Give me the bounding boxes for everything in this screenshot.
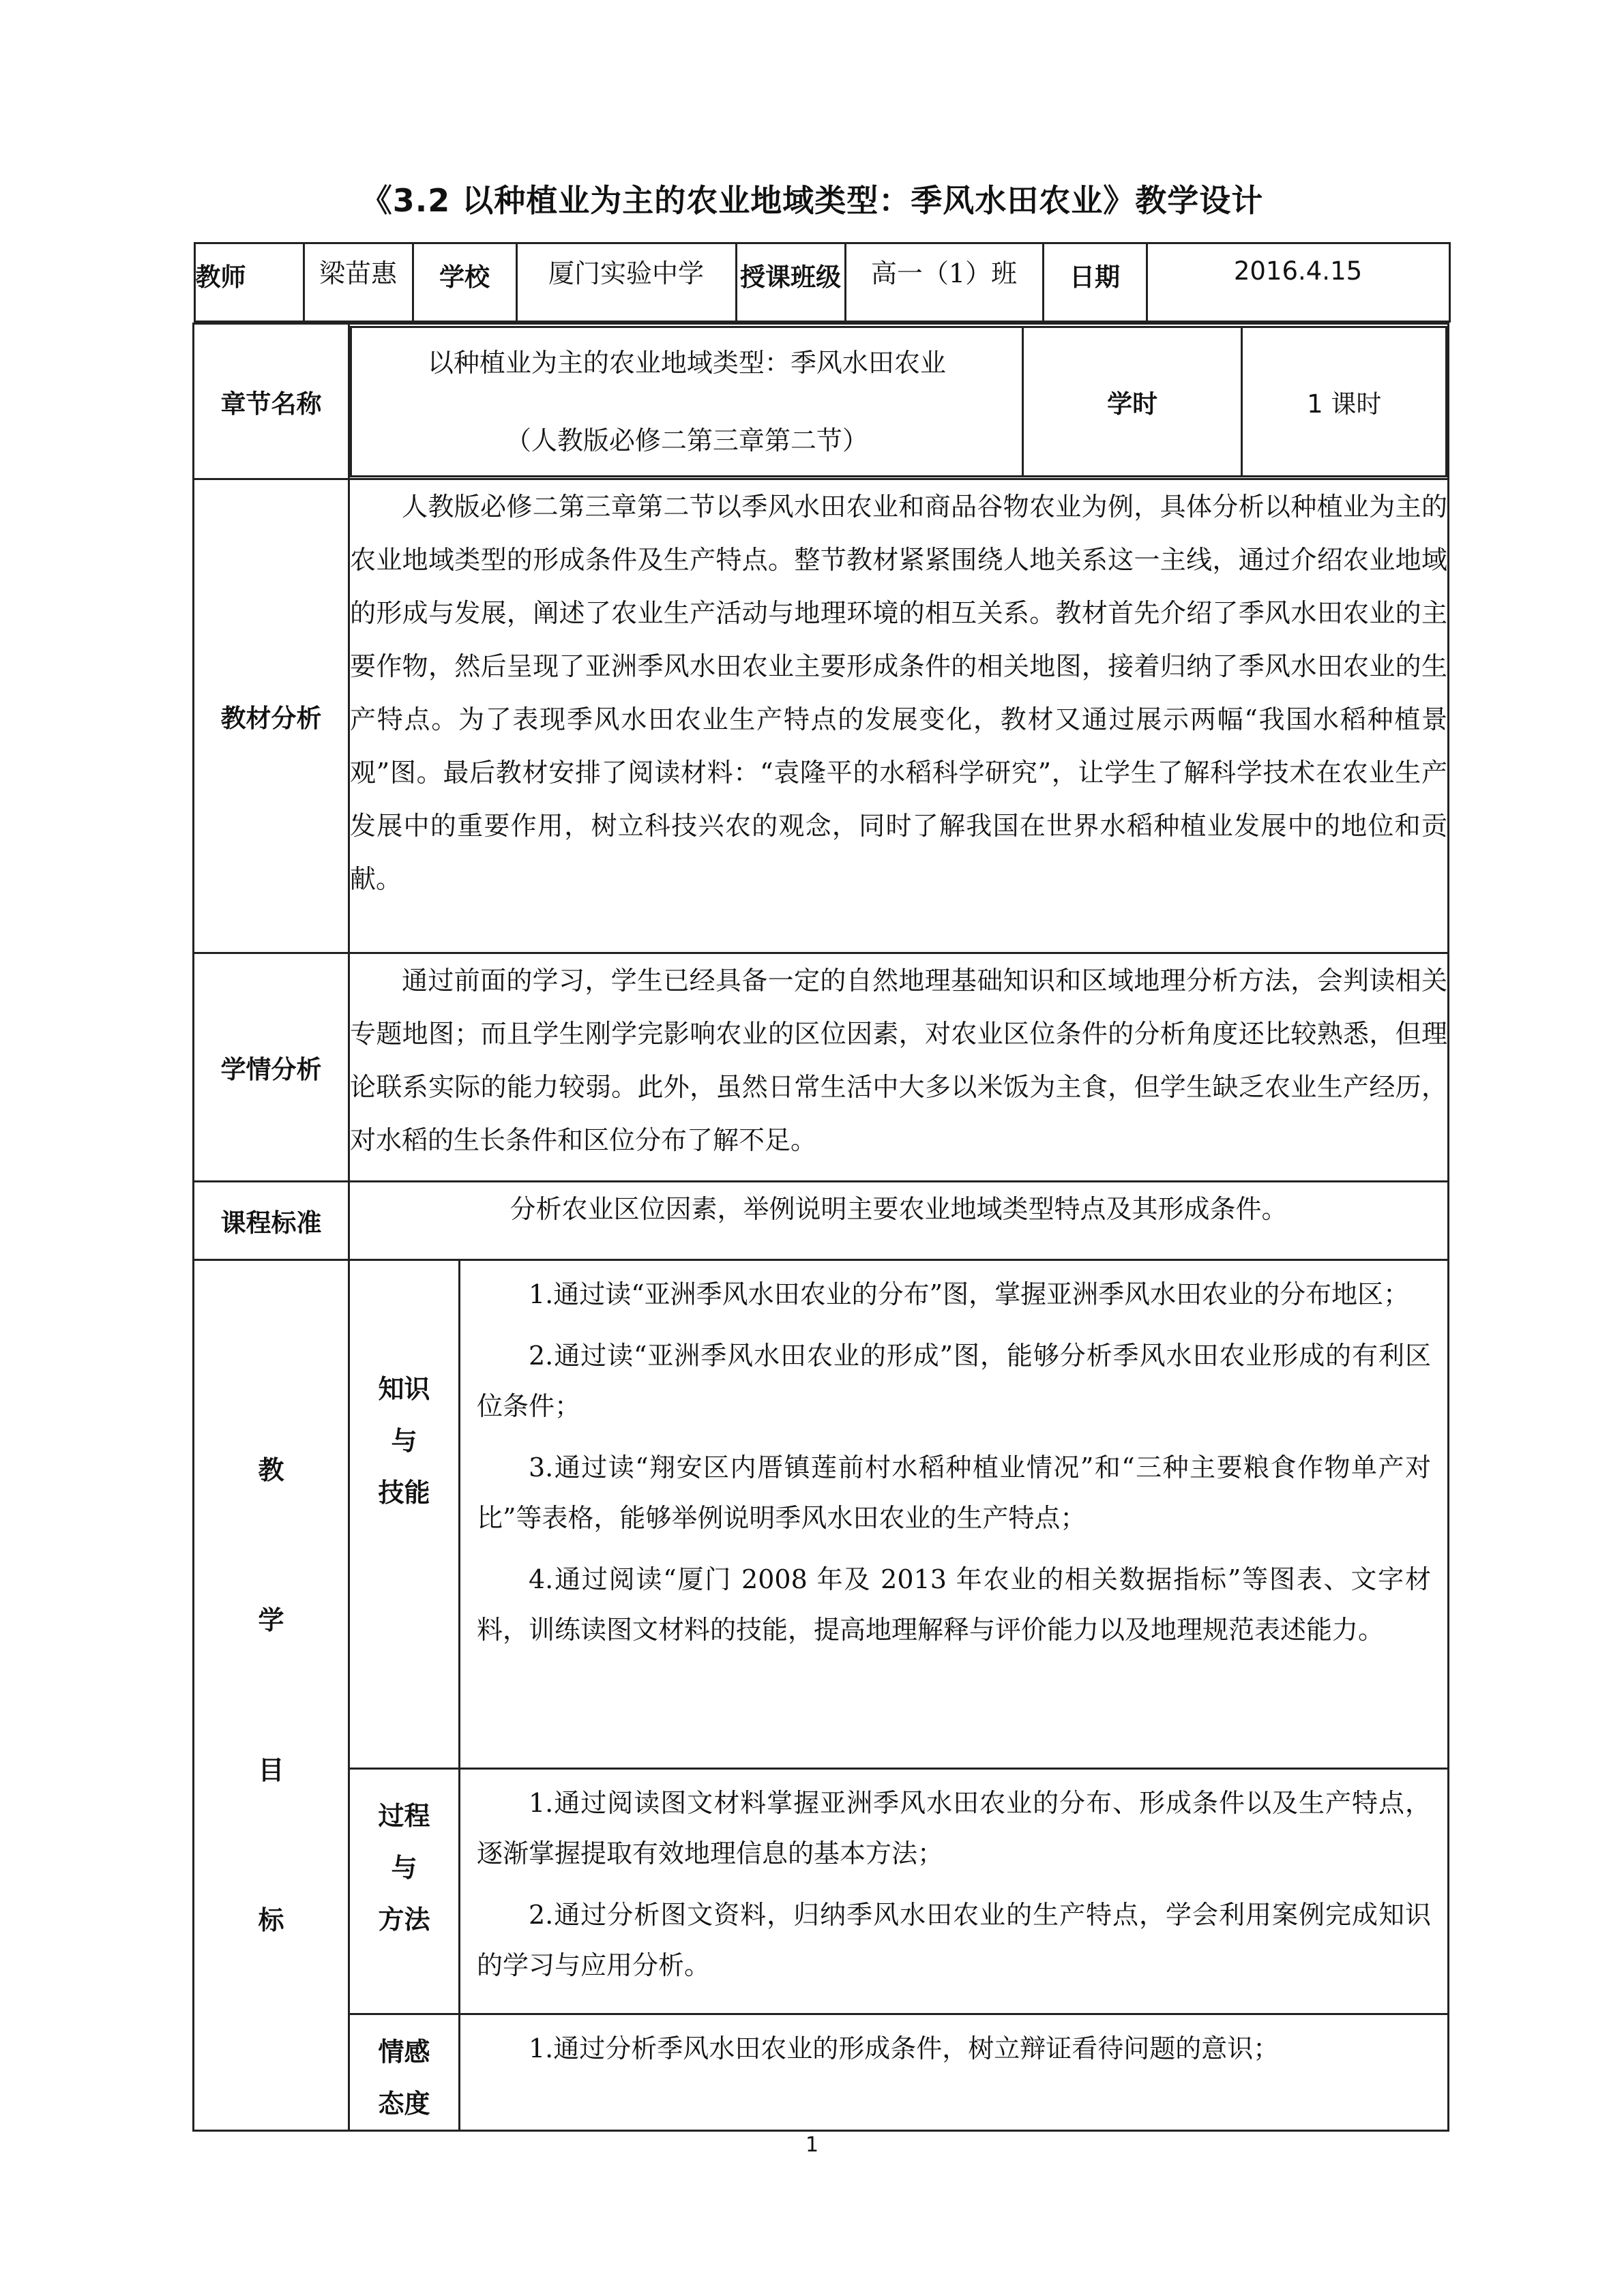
knowledge-item-3: 3.通过读“翔安区内厝镇莲前村水稻种植业情况”和“三种主要粮食作物单产对比”等表格，能够举例说明季风水田农业的生产特点； xyxy=(477,1452,1431,1533)
teaching-goals-label xyxy=(194,1260,349,2131)
class-label: 授课班级 xyxy=(736,243,845,322)
chapter-label: 章节名称 xyxy=(194,324,349,479)
textbook-analysis-text: 人教版必修二第三章第二节以季风水田农业和商品谷物农业为例，具体分析以种植业为主的农业地域类型的形成条件及生产特点。整节教材紧紧围绕人地关系这一主线，通过介绍农业地域的形成与发展，阐述了农业生产活动与地理环境的相互关系。教材首先介绍了季风水田农业的主要作物，然后呈现了亚洲季风水田农业主要形成条件的相关地图，接着归纳了季风水田农业的生产特点。为了表现季风水田农业生产特点的发展变化，教材又通过展示两幅“我国水稻种植景观”图。最后教材安排了阅读材料：“袁隆平的水稻科学研究”，让学生了解科学技术在农业生产发展中的重要作用，树立科技兴农的观念，同时了解我国在世界水稻种植业发展中的地位和贡献。 xyxy=(349,479,1449,953)
knowledge-item-2: 2.通过读“亚洲季风水田农业的形成”图，能够分析季风水田农业形成的有利区位条件； xyxy=(477,1341,1431,1421)
teacher-label: 教师 xyxy=(194,243,304,322)
page-number: 1 xyxy=(805,2133,819,2157)
hours-label: 学时 xyxy=(1022,327,1242,476)
process-item-1: 1.通过阅读图文材料掌握亚洲季风水田农业的分布、形成条件以及生产特点，逐渐掌握提取有效地理信息的基本方法； xyxy=(477,1788,1431,1868)
textbook-analysis-row xyxy=(194,479,1449,953)
knowledge-label-3: 技能 xyxy=(378,1478,430,1508)
chapter-source: （人教版必修二第三章第二节） xyxy=(505,425,868,456)
emotion-item-1: 1.通过分析季风水田农业的形成条件，树立辩证看待问题的意识； xyxy=(529,2033,1280,2063)
hours-value: 1 课时 xyxy=(1242,327,1447,476)
page-title: 《3.2 以种植业为主的农业地域类型：季风水田农业》教学设计 xyxy=(360,182,1264,219)
knowledge-label-2: 与 xyxy=(391,1426,417,1456)
teacher-value: 梁苗惠 xyxy=(304,243,413,322)
goals-char-2: 学 xyxy=(258,1605,284,1635)
header-row xyxy=(194,242,1449,324)
date-label: 日期 xyxy=(1043,243,1147,322)
process-label-1: 过程 xyxy=(378,1801,430,1831)
chapter-name: 以种植业为主的农业地域类型：季风水田农业 xyxy=(427,347,946,378)
emotion-label-2: 态度 xyxy=(378,2089,430,2119)
process-methods-label xyxy=(349,1769,460,2014)
student-analysis-label: 学情分析 xyxy=(194,953,349,1182)
school-label: 学校 xyxy=(413,243,516,322)
goals-process-row xyxy=(194,1769,1449,2014)
process-label-3: 方法 xyxy=(378,1905,430,1935)
curriculum-standard-row xyxy=(194,1182,1449,1260)
process-item-2: 2.通过分析图文资料，归纳季风水田农业的生产特点，学会利用案例完成知识的学习与应用分析。 xyxy=(477,1900,1431,1980)
knowledge-item-4: 4.通过阅读“厦门 2008 年及 2013 年农业的相关数据指标”等图表、文字材料，训练读图文材料的技能，提高地理解释与评价能力以及地理规范表述能力。 xyxy=(477,1564,1431,1645)
student-analysis-text: 通过前面的学习，学生已经具备一定的自然地理基础知识和区域地理分析方法，会判读相关专题地图；而且学生刚学完影响农业的区位因素，对农业区位条件的分析角度还比较熟悉，但理论联系实际的能力较弱。此外，虽然日常生活中大多以米饭为主食，但学生缺乏农业生产经历，对水稻的生长条件和区位分布了解不足。 xyxy=(349,953,1449,1182)
curriculum-standard-text: 分析农业区位因素，举例说明主要农业地域类型特点及其形成条件。 xyxy=(349,1182,1449,1260)
knowledge-item-1: 1.通过读“亚洲季风水田农业的分布”图，掌握亚洲季风水田农业的分布地区； xyxy=(529,1279,1410,1309)
lesson-plan-table xyxy=(192,242,1449,2132)
goals-char-4: 标 xyxy=(258,1905,284,1935)
emotion-attitude-label xyxy=(349,2014,460,2131)
class-value: 高一（1）班 xyxy=(845,243,1043,322)
date-value: 2016.4.15 xyxy=(1147,243,1449,322)
student-analysis-row xyxy=(194,953,1449,1182)
goals-char-1: 教 xyxy=(258,1455,284,1485)
knowledge-label-1: 知识 xyxy=(378,1374,430,1404)
goals-emotion-row xyxy=(194,2014,1449,2131)
goals-knowledge-row xyxy=(194,1260,1449,1769)
school-value: 厦门实验中学 xyxy=(516,243,736,322)
process-label-2: 与 xyxy=(391,1853,417,1883)
emotion-attitude-content xyxy=(460,2014,1449,2131)
knowledge-skills-content xyxy=(460,1260,1449,1769)
process-methods-content xyxy=(460,1769,1449,2014)
textbook-analysis-label: 教材分析 xyxy=(194,479,349,953)
curriculum-standard-label: 课程标准 xyxy=(194,1182,349,1260)
goals-char-3: 目 xyxy=(258,1755,284,1785)
knowledge-skills-label xyxy=(349,1260,460,1769)
chapter-name-cell xyxy=(351,327,1023,476)
emotion-label-1: 情感 xyxy=(378,2037,430,2067)
chapter-row xyxy=(194,324,1449,479)
